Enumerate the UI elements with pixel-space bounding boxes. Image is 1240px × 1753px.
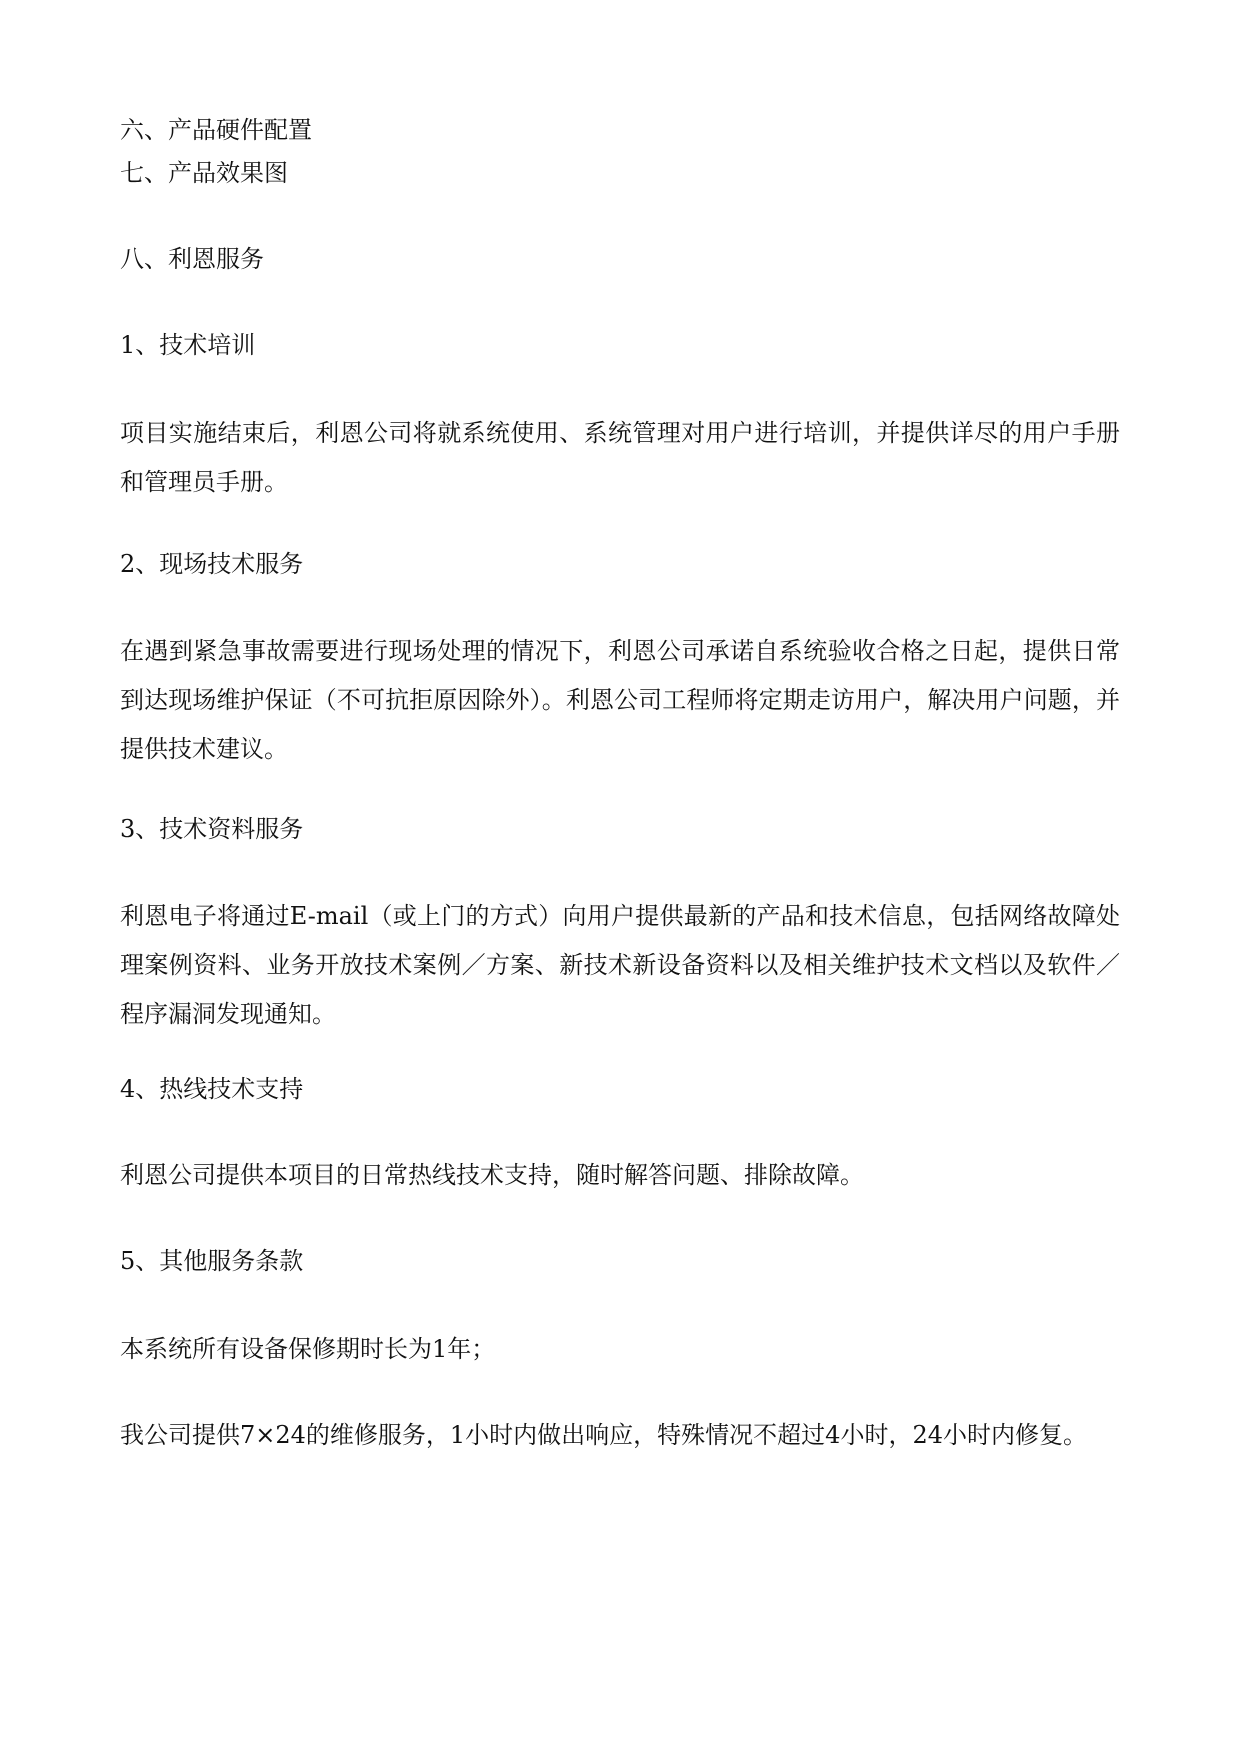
subsection-heading-other: 5、其他服务条款 [120,1247,304,1275]
section-heading: 八、利恩服务 [120,245,264,273]
paragraph-training: 项目实施结束后，利恩公司将就系统使用、系统管理对用户进行培训，并提供详尽的用户手册和管理员手册。 [120,419,1120,496]
subsection-heading-docs: 3、技术资料服务 [120,815,304,843]
subsection-heading-hotline: 4、热线技术支持 [120,1075,304,1103]
paragraph-onsite: 在遇到紧急事故需要进行现场处理的情况下，利恩公司承诺自系统验收合格之日起，提供日常到达现场维护保证（不可抗拒原因除外）。利恩公司工程师将定期走访用户，解决用户问题，并提供技术建议。 [120,637,1120,763]
paragraph-docs: 利恩电子将通过E-mail（或上门的方式）向用户提供最新的产品和技术信息，包括网络故障处理案例资料、业务开放技术案例／方案、新技术新设备资料以及相关维护技术文档以及软件／程序漏洞发现通知。 [120,902,1120,1028]
toc-item-7: 七、产品效果图 [120,159,288,187]
paragraph-repair-service: 我公司提供7×24的维修服务，1小时内做出响应，特殊情况不超过4小时，24小时内修复。 [120,1421,1087,1449]
toc-item-6: 六、产品硬件配置 [120,116,312,144]
subsection-heading-training: 1、技术培训 [120,331,256,359]
subsection-heading-onsite: 2、现场技术服务 [120,550,304,578]
paragraph-warranty: 本系统所有设备保修期时长为1年； [120,1335,496,1363]
paragraph-hotline: 利恩公司提供本项目的日常热线技术支持，随时解答问题、排除故障。 [120,1161,864,1189]
